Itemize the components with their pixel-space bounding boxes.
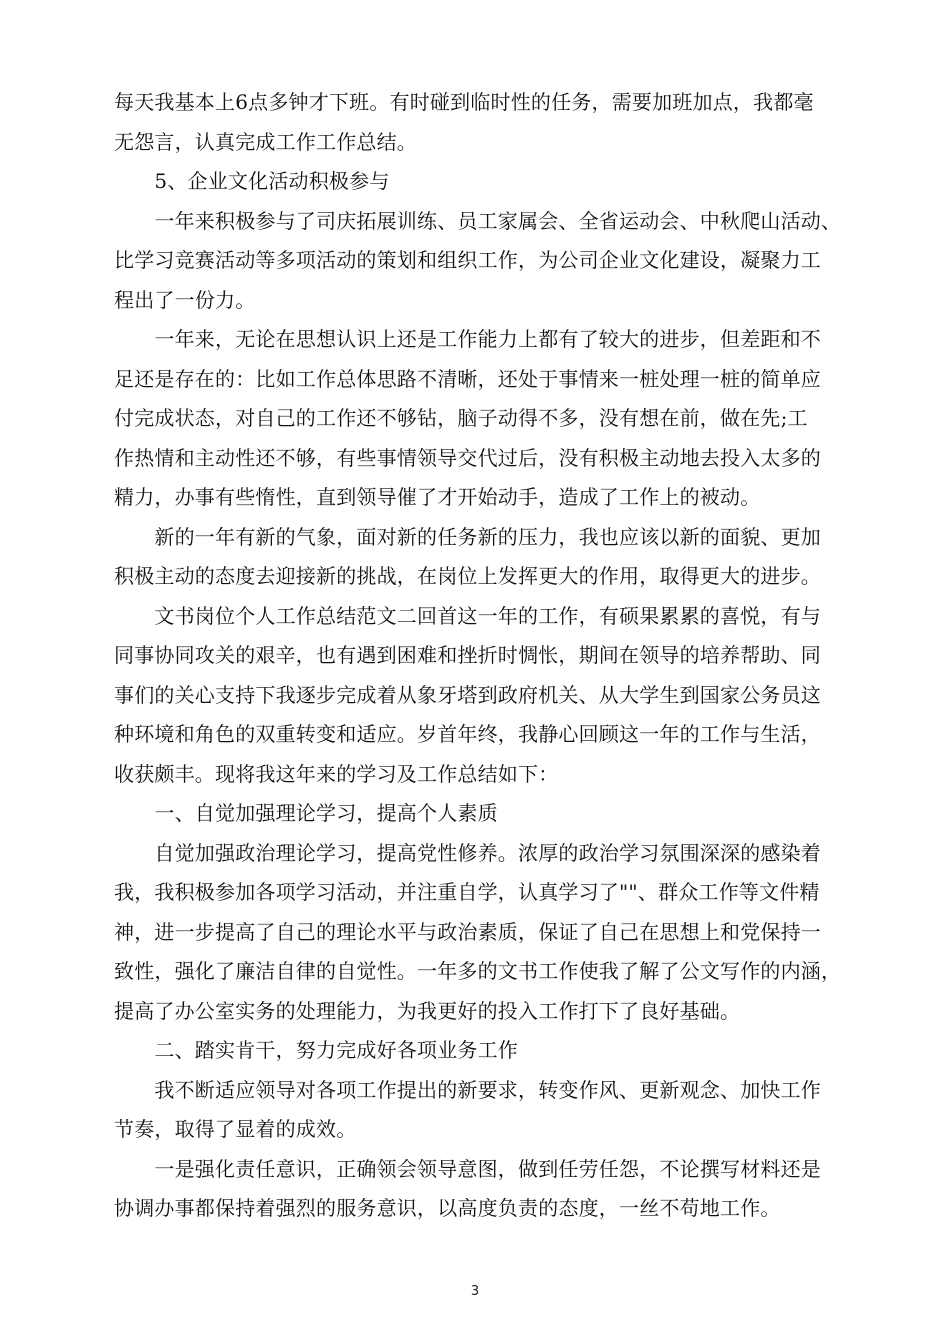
text-line: 比学习竞赛活动等多项活动的策划和组织工作，为公司企业文化建设，凝聚力工 [114, 248, 821, 272]
text-line: 致性，强化了廉洁自律的自觉性。一年多的文书工作使我了解了公文写作的内涵， [114, 959, 842, 983]
text-line: 积极主动的态度去迎接新的挑战，在岗位上发挥更大的作用，取得更大的进步。 [114, 564, 821, 588]
text-line: 程出了一份力。 [114, 287, 256, 312]
text-line: 收获颇丰。现将我这年来的学习及工作总结如下： [114, 761, 559, 786]
text-line: 精力，办事有些惰性，直到领导催了才开始动手，造成了工作上的被动。 [114, 485, 761, 509]
paragraph [114, 597, 834, 795]
paragraph [114, 834, 842, 1032]
section-heading [114, 794, 834, 834]
text-line: 一年来，无论在思想认识上还是工作能力上都有了较大的进步，但差距和不 [114, 327, 821, 351]
text-line: 自觉加强政治理论学习，提高党性修养。浓厚的政治学习氛围深深的感染着 [114, 840, 821, 865]
text-line: 二、踏实肯干，努力完成好各项业务工作 [114, 1038, 518, 1062]
text-line: 一、自觉加强理论学习，提高个人素质 [114, 801, 498, 825]
paragraph [114, 320, 834, 518]
text-line: 足还是存在的：比如工作总体思路不清晰，还处于事情来一桩处理一桩的简单应 [114, 366, 821, 391]
page-number: 3 [470, 1284, 480, 1299]
text-line: 每天我基本上6点多钟才下班。有时碰到临时性的任务，需要加班加点，我都毫 [114, 90, 814, 114]
section-heading [114, 1031, 834, 1071]
text-line: 种环境和角色的双重转变和适应。岁首年终，我静心回顾这一年的工作与生活， [114, 722, 821, 746]
text-line: 同事协同攻关的艰辛，也有遇到困难和挫折时惆怅，期间在领导的培养帮助、同 [114, 643, 821, 667]
paragraph [114, 1071, 834, 1150]
text-line: 神，进一步提高了自己的理论水平与政治素质，保证了自己在思想上和党保持一 [114, 919, 821, 944]
text-line: 我，我积极参加各项学习活动，并注重自学，认真学习了""、群众工作等文件精 [114, 880, 820, 904]
text-line: 作热情和主动性还不够，有些事情领导交代过后，没有积极主动地去投入太多的 [114, 445, 821, 470]
text-line: 无怨言，认真完成工作工作总结。 [114, 129, 417, 154]
document-body [114, 83, 842, 1229]
paragraph [114, 83, 834, 162]
text-line: 新的一年有新的气象，面对新的任务新的压力，我也应该以新的面貌、更加 [114, 524, 821, 549]
text-line: 事们的关心支持下我逐步完成着从象牙塔到政府机关、从大学生到国家公务员这 [114, 682, 821, 707]
text-line: 文书岗位个人工作总结范文二回首这一年的工作，有硕果累累的喜悦，有与 [114, 603, 821, 628]
text-line: 一年来积极参与了司庆拓展训练、员工家属会、全省运动会、中秋爬山活动、 [114, 208, 842, 233]
paragraph [114, 202, 842, 321]
paragraph [114, 518, 834, 597]
paragraph [114, 1150, 834, 1229]
text-line: 提高了办公室实务的处理能力，为我更好的投入工作打下了良好基础。 [114, 998, 741, 1023]
text-line: 协调办事都保持着强烈的服务意识，以高度负责的态度，一丝不苟地工作。 [114, 1196, 781, 1220]
section-heading [114, 162, 834, 202]
text-line: 付完成状态，对自己的工作还不够钻，脑子动得不多，没有想在前，做在先;工 [114, 406, 808, 430]
text-line: 一是强化责任意识，正确领会领导意图，做到任劳任怨，不论撰写材料还是 [114, 1156, 821, 1181]
text-line: 我不断适应领导对各项工作提出的新要求，转变作风、更新观念、加快工作 [114, 1077, 821, 1102]
text-line: 节奏，取得了显着的成效。 [114, 1117, 357, 1141]
text-line: 5、企业文化活动积极参与 [114, 169, 390, 193]
